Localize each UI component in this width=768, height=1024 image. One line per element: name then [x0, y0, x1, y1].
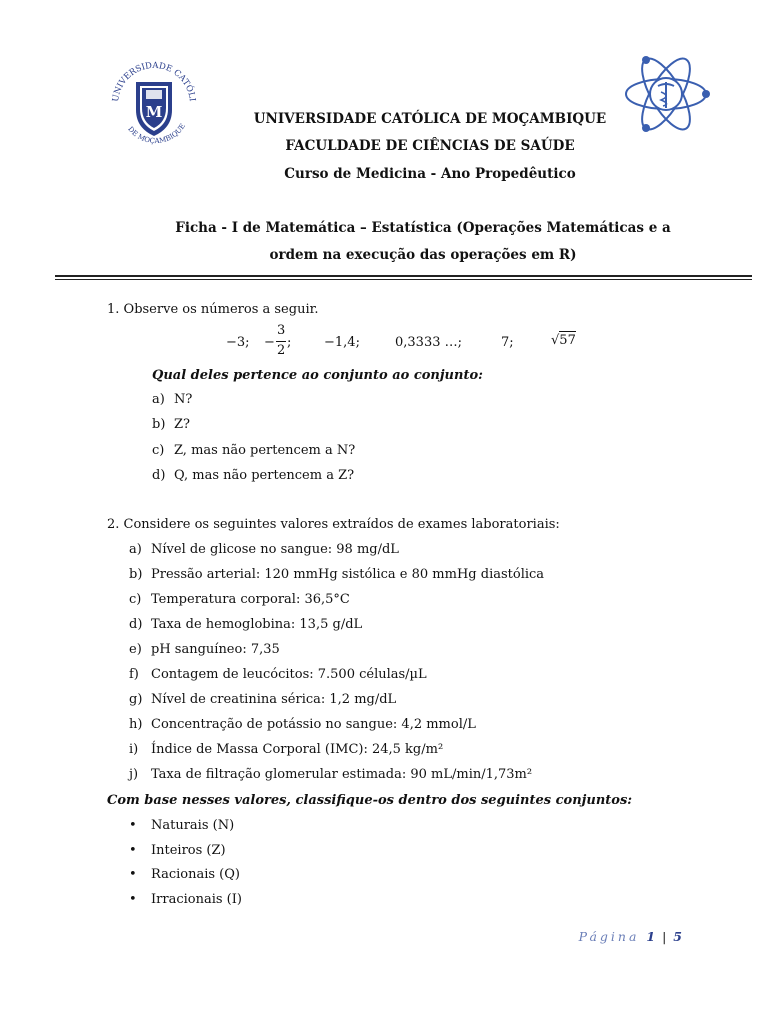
q2-item-c	[129, 592, 350, 607]
item-text: Concentração de potássio no sangue: 4,2 mmol/L	[151, 717, 476, 732]
option-text: Q, mas não pertencem a Z?	[174, 468, 355, 483]
q2-item-j	[129, 767, 532, 782]
page-current: 1	[646, 929, 656, 944]
svg-text:UNIVERSIDADE CATÓLICA: UNIVERSIDADE CATÓLI	[110, 60, 197, 103]
fraction-bar	[276, 341, 286, 342]
q2-item-a	[129, 542, 399, 557]
svg-text:M: M	[145, 103, 163, 121]
q2-item-f	[129, 667, 427, 682]
item-label: d)	[129, 617, 143, 632]
course-name: Curso de Medicina - Ano Propedêutico	[284, 166, 576, 182]
page-total: 5	[673, 929, 682, 944]
q2-item-d	[129, 617, 362, 632]
q2-item-b	[129, 567, 544, 582]
number-minus-3: −3;	[226, 335, 250, 350]
sqrt-symbol: √	[551, 333, 560, 348]
item-text: Nível de creatinina sérica: 1,2 mg/dL	[151, 692, 397, 707]
q2-item-h	[129, 717, 476, 732]
set-racionais	[129, 867, 240, 882]
worksheet-title-line2: ordem na execução das operações em R)	[269, 247, 577, 263]
fraction-sign: −	[264, 335, 275, 350]
svg-text:DE MOÇAMBIQUE: DE MOÇAMBIQUE	[126, 122, 188, 146]
header-divider-thin	[55, 279, 752, 280]
bullet-dot: •	[129, 818, 137, 833]
option-label: b)	[152, 417, 166, 432]
set-naturais	[129, 818, 234, 833]
number-sqrt-57	[551, 333, 576, 348]
question-2-prompt: 2. Considere os seguintes valores extraídos de exames laboratoriais:	[107, 517, 560, 532]
university-name: UNIVERSIDADE CATÓLICA DE MOÇAMBIQUE	[253, 111, 607, 127]
q2-item-i	[129, 742, 443, 757]
item-text: Pressão arterial: 120 mmHg sistólica e 80 mmHg diastólica	[151, 567, 545, 582]
set-inteiros	[129, 843, 226, 858]
fraction-semicolon: ;	[287, 335, 292, 350]
item-text: Nível de glicose no sangue: 98 mg/dL	[151, 542, 399, 557]
faculty-name: FACULDADE DE CIÊNCIAS DE SAÚDE	[285, 138, 575, 154]
item-label: g)	[129, 692, 143, 707]
fraction-numerator: 3	[277, 323, 286, 338]
number-minus-3-over-2	[264, 323, 304, 359]
item-label: e)	[129, 642, 142, 657]
q1-option-d	[152, 468, 354, 483]
university-seal-logo	[106, 52, 202, 152]
worksheet-title-line1: Ficha - I de Matemática – Estatística (Operações Matemáticas e a	[175, 220, 671, 236]
item-label: b)	[129, 567, 143, 582]
q1-option-b	[152, 417, 190, 432]
q1-option-a	[152, 392, 192, 407]
q1-option-c	[152, 443, 355, 458]
item-label: f)	[129, 667, 139, 682]
bullet-dot: •	[129, 843, 137, 858]
option-label: d)	[152, 468, 166, 483]
header-divider	[55, 275, 752, 277]
item-label: i)	[129, 742, 139, 757]
fraction-denominator: 2	[277, 343, 286, 358]
sqrt-radicand: 57	[559, 333, 576, 348]
number-0-3333: 0,3333 …;	[395, 335, 462, 350]
q2-item-g	[129, 692, 396, 707]
item-label: a)	[129, 542, 142, 557]
set-text: Racionais (Q)	[151, 867, 240, 882]
item-text: Taxa de filtração glomerular estimada: 90 mL/min/1,73m²	[151, 767, 533, 782]
set-text: Inteiros (Z)	[151, 843, 226, 858]
page-number	[579, 929, 682, 944]
page-separator: |	[662, 929, 667, 944]
option-label: a)	[152, 392, 165, 407]
item-text: Taxa de hemoglobina: 13,5 g/dL	[151, 617, 363, 632]
option-label: c)	[152, 443, 165, 458]
option-text: N?	[174, 392, 193, 407]
q2-item-e	[129, 642, 280, 657]
number-minus-1-4: −1,4;	[324, 335, 360, 350]
set-text: Naturais (N)	[151, 818, 235, 833]
item-label: j)	[129, 767, 139, 782]
item-label: c)	[129, 592, 142, 607]
option-text: Z?	[174, 417, 191, 432]
question-1-ask: Qual deles pertence ao conjunto ao conjunto:	[152, 368, 483, 383]
number-7: 7;	[501, 335, 514, 350]
item-text: Contagem de leucócitos: 7.500 células/µL	[151, 667, 427, 682]
item-text: Temperatura corporal: 36,5°C	[151, 592, 350, 607]
item-text: Índice de Massa Corporal (IMC): 24,5 kg/m²	[151, 742, 444, 757]
option-text: Z, mas não pertencem a N?	[174, 443, 356, 458]
item-text: pH sanguíneo: 7,35	[151, 642, 280, 657]
bullet-dot: •	[129, 892, 137, 907]
question-2-instruction: Com base nesses valores, classifique-os dentro dos seguintes conjuntos:	[107, 793, 633, 808]
set-irracionais	[129, 892, 242, 907]
question-1-prompt: 1. Observe os números a seguir.	[107, 302, 319, 317]
page-word: Página	[578, 929, 640, 944]
bullet-dot: •	[129, 867, 137, 882]
item-label: h)	[129, 717, 143, 732]
set-text: Irracionais (I)	[151, 892, 242, 907]
